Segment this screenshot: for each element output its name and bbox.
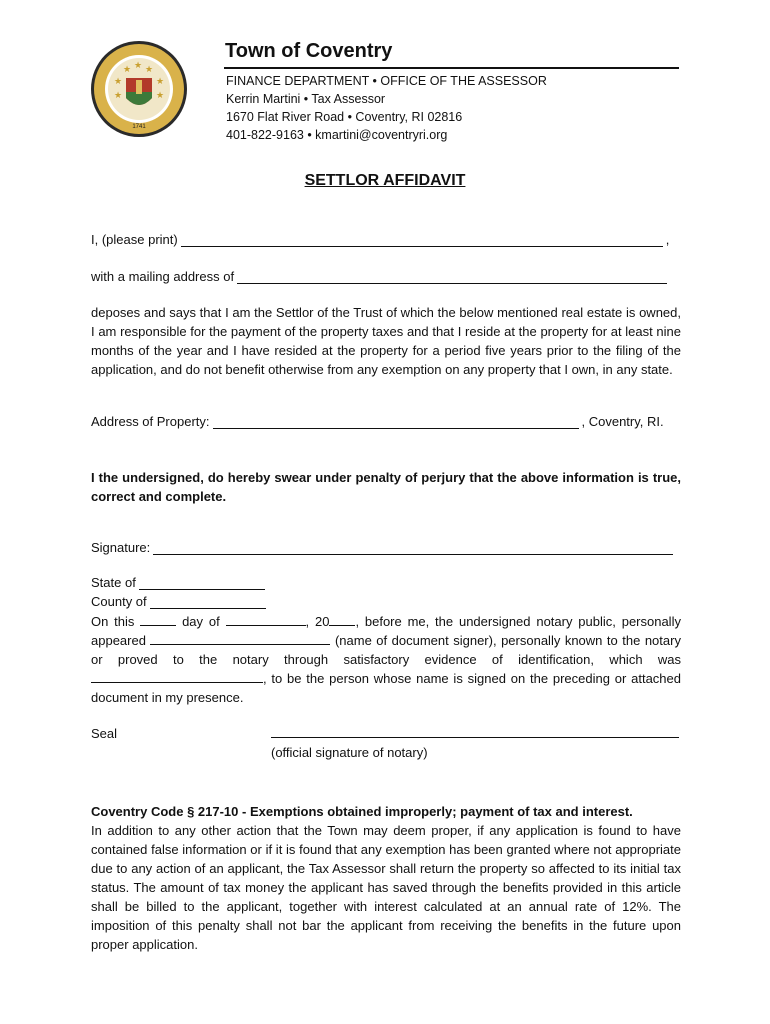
county-label: County of <box>91 594 147 609</box>
name-label: I, (please print) <box>91 232 178 247</box>
name-field[interactable] <box>181 234 663 247</box>
deposition-paragraph: deposes and says that I am the Settlor of the Trust of which the below mentioned real estate is owned, I am responsible for the payment of the property taxes and that I reside at the property for at least nine months of the year and I have resided at the property for a period five years prior to the filing of the application, and do not benefit otherwise from any exemption on any property that I own, in any state. <box>91 305 681 377</box>
month-field[interactable] <box>226 614 306 626</box>
county-row <box>91 594 269 609</box>
attached-text: attached document in my presence. <box>91 671 681 705</box>
property-suffix: , Coventry, RI. <box>581 414 664 429</box>
property-label: Address of Property: <box>91 414 210 429</box>
town-title: Town of Coventry <box>225 40 393 62</box>
svg-text:★: ★ <box>134 60 143 70</box>
svg-text:★: ★ <box>156 90 165 100</box>
address-line: 1670 Flat River Road • Coventry, RI 02816 <box>226 110 463 124</box>
signature-field[interactable] <box>153 542 673 555</box>
mailing-label: with a mailing address of <box>91 269 235 284</box>
department-line: FINANCE DEPARTMENT • OFFICE OF THE ASSESSOR <box>226 74 547 88</box>
notary-signature-caption: (official signature of notary) <box>271 745 428 760</box>
state-label: State of <box>91 575 136 590</box>
notary-paragraph <box>91 612 681 707</box>
before-me-text: , before me, the undersigned notary public, personally <box>355 614 681 629</box>
contact-line: 401-822-9163 • kmartini@coventryri.org <box>226 128 448 142</box>
notary-signature-field[interactable] <box>271 737 679 738</box>
day-of-text: day of <box>182 614 220 629</box>
svg-text:★: ★ <box>156 76 165 86</box>
state-row <box>91 575 268 590</box>
year-prefix-text: , 20 <box>305 614 330 629</box>
day-field[interactable] <box>140 614 176 626</box>
assessor-line: Kerrin Martini • Tax Assessor <box>226 92 386 106</box>
name-suffix: , <box>665 232 670 247</box>
svg-text:1741: 1741 <box>132 124 146 130</box>
on-this-text: On this <box>91 614 135 629</box>
identification-field[interactable] <box>91 671 263 683</box>
name-row <box>91 232 669 247</box>
signer-name-field[interactable] <box>150 633 330 645</box>
svg-text:★: ★ <box>145 64 154 74</box>
appeared-text: appeared <box>91 633 146 648</box>
seal-label: Seal <box>91 726 118 741</box>
proved-text: notary or proved to the notary through satisfactory evidence of identification, which was <box>91 633 681 667</box>
mailing-address-field[interactable] <box>237 271 667 284</box>
county-field[interactable] <box>150 596 266 609</box>
perjury-oath: I the undersigned, do hereby swear under penalty of perjury that the above information is true, correct and complete. <box>91 470 681 504</box>
signature-row <box>91 540 676 555</box>
mailing-row <box>91 269 670 284</box>
property-address-field[interactable] <box>213 416 579 429</box>
code-heading: Coventry Code § 217-10 - Exemptions obtained improperly; payment of tax and interest. <box>91 804 633 819</box>
state-field[interactable] <box>139 577 265 590</box>
svg-text:★: ★ <box>114 76 123 86</box>
svg-text:★: ★ <box>123 64 132 74</box>
year-field[interactable] <box>329 614 355 626</box>
svg-text:★: ★ <box>114 90 123 100</box>
property-row <box>91 414 664 429</box>
signature-label: Signature: <box>91 540 151 555</box>
seal-graphic <box>90 40 188 138</box>
town-seal-logo <box>90 40 188 138</box>
signer-text: (name of document signer), personally known to the <box>334 633 641 648</box>
title-divider <box>224 67 679 69</box>
document-title: SETTLOR AFFIDAVIT <box>304 172 466 189</box>
tail-text: , to be the person whose name is signed on the preceding or <box>263 671 627 686</box>
code-text: In addition to any other action that the Town may deem proper, if any application is found to have contained false information or if it is found that any exemption has been granted where not appropriate due to any action of an applicant, the Tax Assessor shall return the property so affected to its initial tax status. The amount of tax money the applicant has saved through the benefits provided in this article shall be billed to the applicant, together with interest calculated at an annual rate of 12%. The imposition of this penalty shall not bar the applicant from receiving the benefits in the future upon proper application. <box>91 823 681 952</box>
